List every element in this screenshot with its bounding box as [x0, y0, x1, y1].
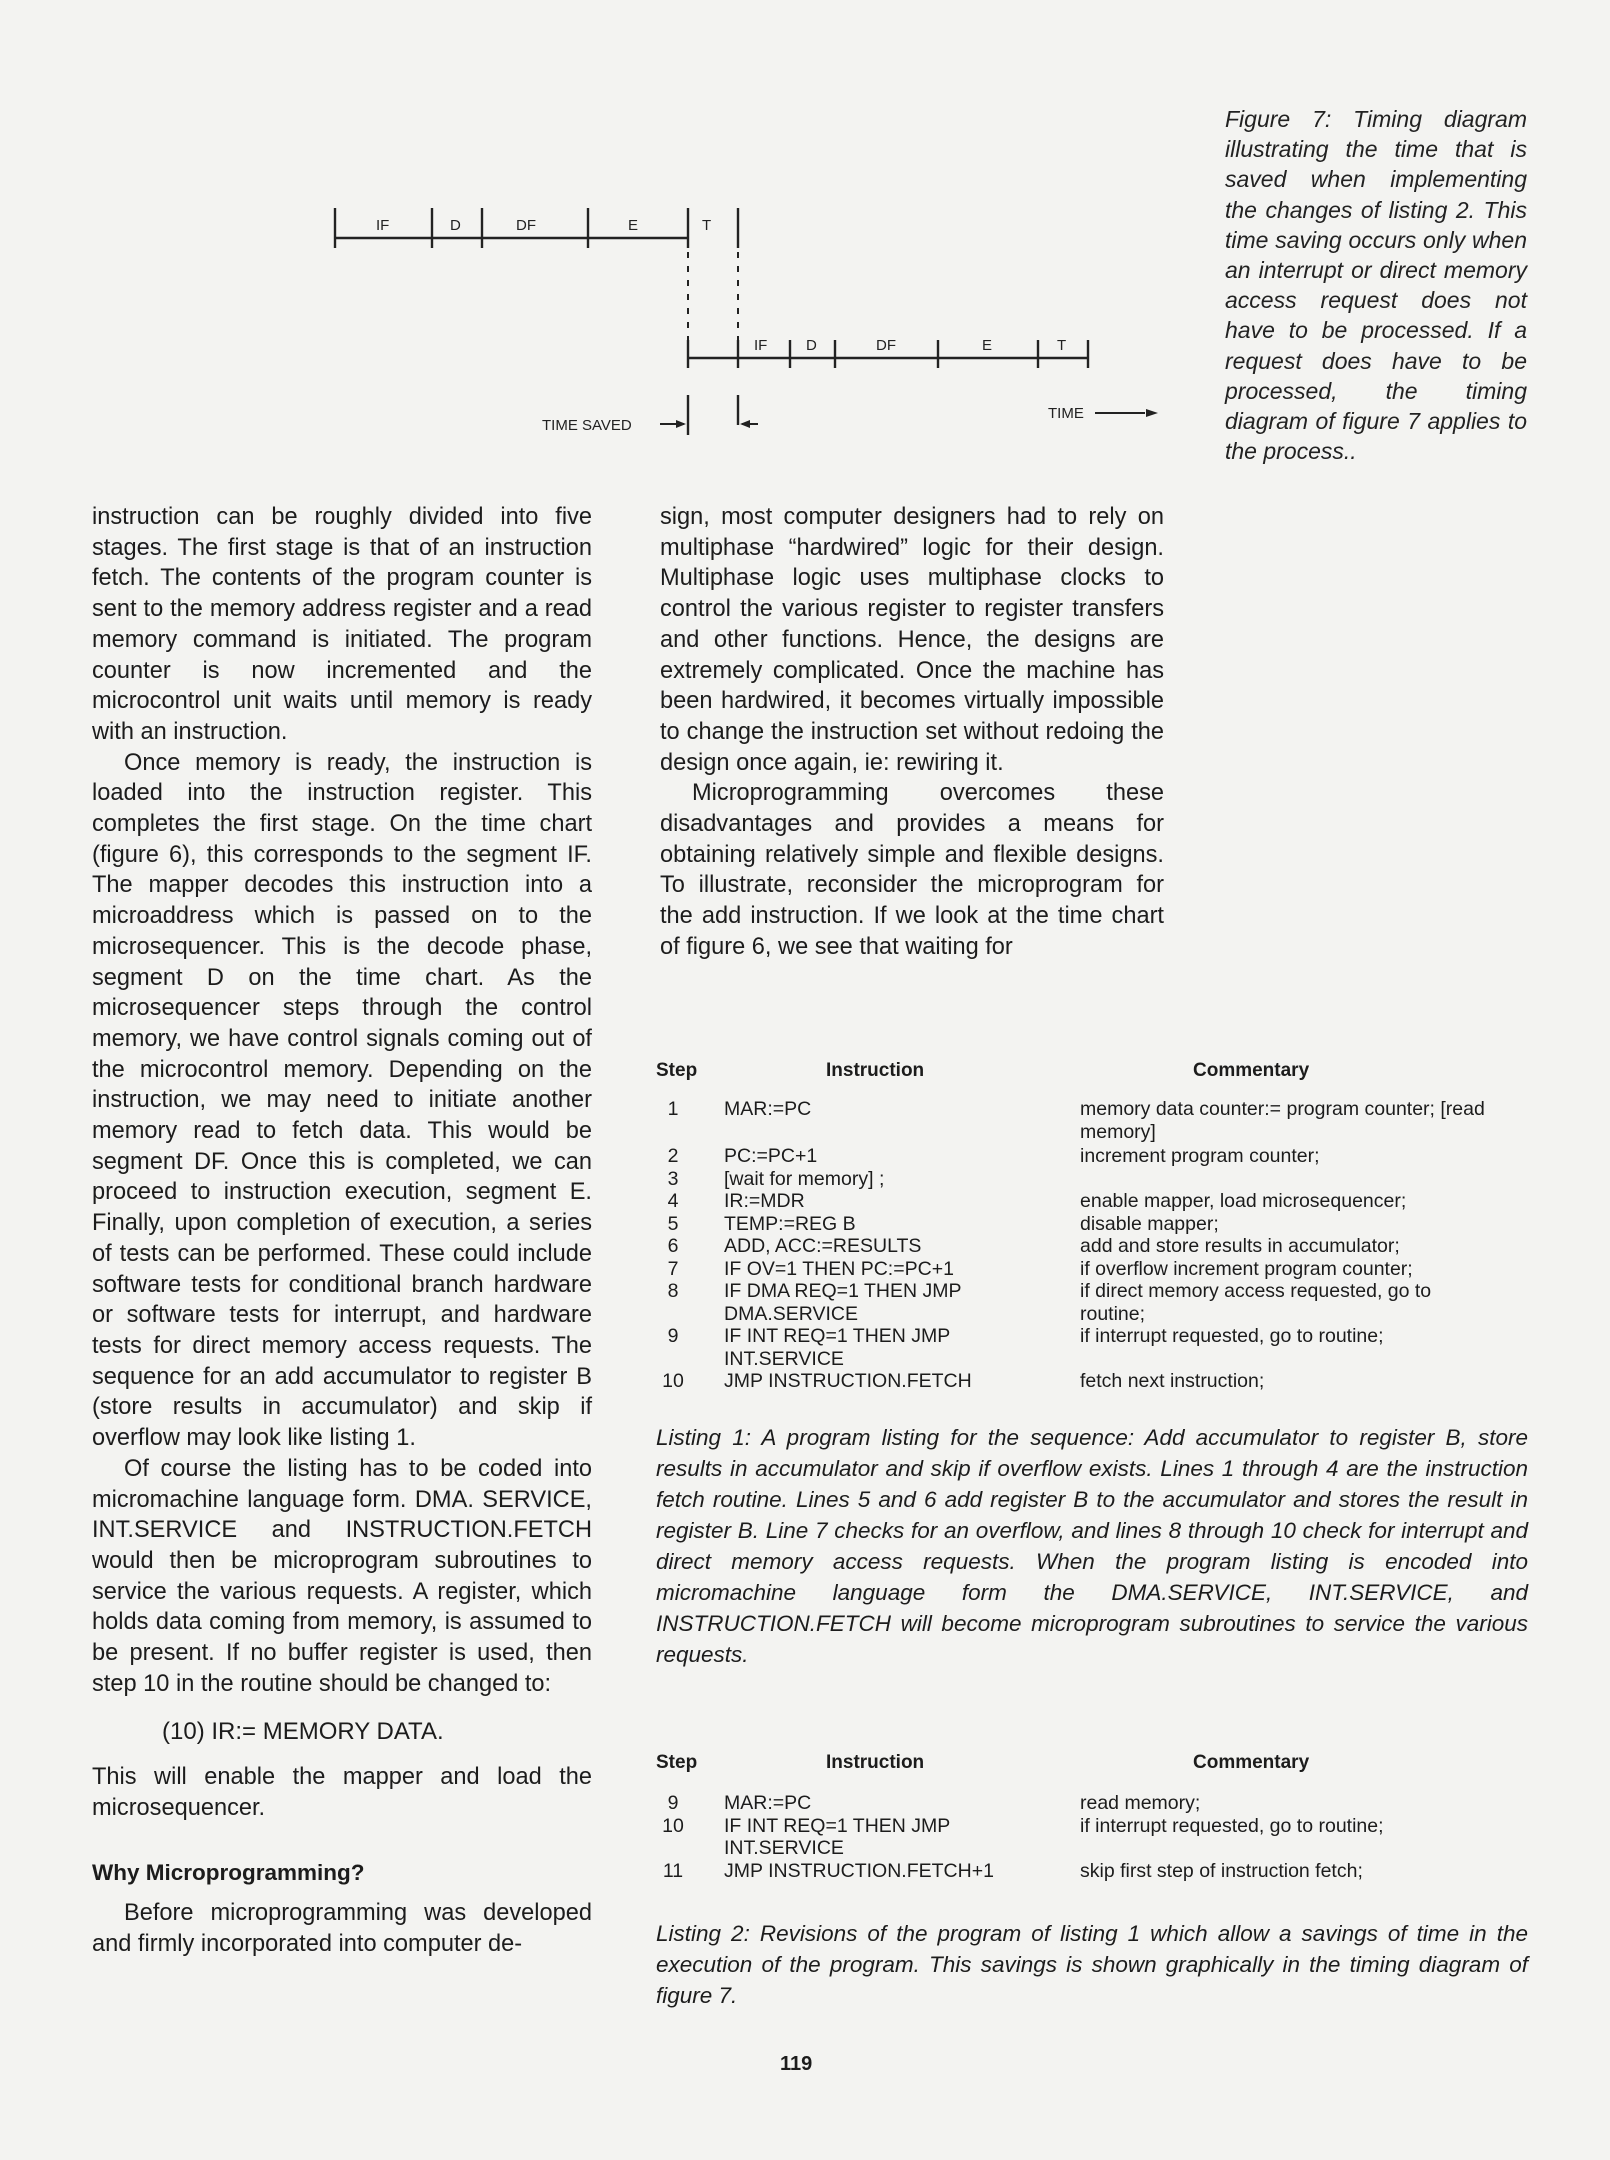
time-label: TIME [1048, 405, 1084, 422]
instruction: IF OV=1 THEN PC:=PC+1 [724, 1257, 954, 1280]
listing-row [656, 1145, 1506, 1168]
row1-label-d: D [450, 217, 461, 234]
commentary: memory data counter:= program counter; [read memory] [1080, 1098, 1485, 1143]
listing-row [656, 1792, 1506, 1815]
instruction: JMP INSTRUCTION.FETCH+1 [724, 1859, 994, 1882]
step: 4 [667, 1190, 679, 1212]
step-header: Step [656, 1060, 698, 1081]
row1-label-if: IF [376, 217, 390, 234]
commentary: disable mapper; [1080, 1212, 1219, 1235]
listing-row [656, 1280, 1506, 1325]
listing-row [656, 1168, 1506, 1191]
row1-label-e: E [628, 217, 639, 234]
paragraph: Before microprogramming was developed and firmly incorporated into computer de- [92, 1900, 592, 1957]
listing-2-caption: Listing 2: Revisions of the program of listing 1 which allow a savings of time in the execution of the program. This savings is shown graphically in the timing diagram of figure 7. [656, 1921, 1528, 2008]
listing-header [656, 1060, 1506, 1088]
step-header: Step [656, 1752, 698, 1773]
listing-row [656, 1325, 1506, 1370]
listing-header [656, 1752, 1506, 1780]
commentary: add and store results in accumulator; [1080, 1235, 1400, 1257]
instruction: [wait for memory] ; [724, 1167, 885, 1190]
instruction: ADD, ACC:=RESULTS [724, 1235, 922, 1257]
instruction-header: Instruction [826, 1752, 925, 1773]
body-column-right [660, 502, 1164, 963]
listing-row [656, 1258, 1506, 1281]
section-heading: Why Microprogramming? [92, 1859, 365, 1885]
commentary-header: Commentary [1193, 1752, 1310, 1773]
step: 9 [667, 1325, 679, 1347]
listing-row [656, 1213, 1506, 1236]
row1-label-t: T [702, 217, 712, 234]
commentary: if interrupt requested, go to routine; [1080, 1814, 1384, 1837]
listing-row [656, 1860, 1506, 1883]
formula: (10) IR:= MEMORY DATA. [162, 1718, 444, 1746]
row2-label-if: IF [754, 337, 768, 354]
row2-label-df: DF [876, 337, 896, 354]
figure7-caption: Figure 7: Timing diagram illustrating the time that is saved when implementing the changes of listing 2. This time saving occurs only when an interrupt or direct memory access request does not have to be processed. If a request does have to be processed, the timing diagram of figure 7 applies to the process.. [1225, 106, 1527, 465]
listing-row [656, 1815, 1506, 1860]
listing-row [656, 1190, 1506, 1213]
page-number: 119 [780, 2053, 813, 2075]
row1-label-df: DF [516, 217, 536, 234]
row2-label-d: D [806, 337, 817, 354]
row2-label-t: T [1057, 337, 1067, 354]
timing-diagram-svg [320, 190, 1190, 450]
body-column-left [92, 502, 592, 1960]
listing-1 [656, 1060, 1506, 1393]
listing-row [656, 1370, 1506, 1393]
instruction: PC:=PC+1 [724, 1145, 818, 1167]
paragraph: sign, most computer designers had to rely on multiphase “hardwired” logic for their design. Multiphase logic uses multiphase clocks to control the various register to register transfers and other functions. Hence, the designs are extremely complicated. Once the machine has been hardwired, it becomes virtually impossible to change the instruction set without redoing the design once again, ie: rewiring it. [660, 504, 1164, 776]
step: 2 [667, 1145, 679, 1167]
paragraph: Microprogramming overcomes these disadvantages and provides a means for obtaining relatively simple and flexible designs. To illustrate, reconsider the microprogram for the add instruction. If we look at the time chart of figure 6, we see that waiting for [660, 780, 1164, 960]
listing-1-caption: Listing 1: A program listing for the sequence: Add accumulator to register B, store results in accumulator and skip if overflow exists. Lines 1 through 4 are the instruction fetch routine. Lines 5 and 6 add register B to the accumulator and stores the result in register B. Line 7 checks for an overflow, and lines 8 through 10 check for interrupt and direct memory access requests. When the program listing is encoded into micromachine language form the DMA.SERVICE, INT.SERVICE, and INSTRUCTION.FETCH will become microprogram subroutines to service the various requests. [656, 1425, 1528, 1667]
row2-label-e: E [982, 337, 993, 354]
instruction: IR:=MDR [724, 1190, 805, 1212]
step: 6 [667, 1235, 679, 1257]
step: 7 [667, 1257, 679, 1280]
paragraph: This will enable the mapper and load the microsequencer. [92, 1764, 592, 1821]
commentary: enable mapper, load microsequencer; [1080, 1190, 1407, 1212]
timing-diagram [320, 190, 1190, 450]
commentary: increment program counter; [1080, 1145, 1320, 1167]
step: 10 [662, 1814, 684, 1837]
step: 9 [667, 1792, 679, 1814]
instruction: TEMP:=REG B [724, 1212, 856, 1235]
listing-row [656, 1235, 1506, 1258]
step: 11 [662, 1859, 684, 1882]
step: 10 [662, 1370, 684, 1392]
commentary: fetch next instruction; [1080, 1370, 1265, 1392]
commentary: read memory; [1080, 1792, 1201, 1814]
step: 5 [667, 1212, 679, 1235]
instruction: MAR:=PC [724, 1792, 812, 1814]
instruction: JMP INSTRUCTION.FETCH [724, 1370, 972, 1392]
time-saved-label: TIME SAVED [542, 417, 632, 434]
commentary: if direct memory access requested, go to routine; [1080, 1280, 1432, 1325]
commentary: if overflow increment program counter; [1080, 1257, 1413, 1280]
instruction-header: Instruction [826, 1060, 925, 1081]
instruction: IF INT REQ=1 THEN JMP INT.SERVICE [724, 1325, 950, 1370]
paragraph: instruction can be roughly divided into five stages. The first stage is that of an instruction fetch. The contents of the program counter is sent to the memory address register and a read memory command is initiated. The program counter is now incremented and the microcontrol unit waits until memory is ready with an instruction. [92, 504, 592, 745]
step: 3 [667, 1167, 679, 1190]
commentary: if interrupt requested, go to routine; [1080, 1325, 1384, 1347]
step: 8 [667, 1280, 679, 1302]
step: 1 [667, 1098, 679, 1120]
paragraph: Of course the listing has to be coded into micromachine language form. DMA. SERVICE, INT.SERVICE and INSTRUCTION.FETCH would then be microprogram subroutines to service the various requests. A register, which holds data coming from memory, is assumed to be present. If no buffer register is used, then step 10 in the routine should be changed to: [92, 1455, 592, 1697]
commentary: skip first step of instruction fetch; [1080, 1859, 1363, 1882]
instruction: IF DMA REQ=1 THEN JMP DMA.SERVICE [724, 1280, 962, 1325]
paragraph: Once memory is ready, the instruction is loaded into the instruction register. This completes the first stage. On the time chart (figure 6), this corresponds to the segment IF. The mapper decodes this instruction into a microaddress which is passed on to the microsequencer. This is the decode phase, segment D on the time chart. As the microsequencer steps through the control memory, we have control signals coming out of the microcontrol memory. Depending on the instruction, we may need to initiate another memory read to fetch data. This would be segment DF. Once this is completed, we can proceed to instruction execution, segment E. Finally, upon completion of execution, a series of tests can be performed. These could include software tests for conditional branch hardware or software tests for interrupt, and hardware tests for direct memory access requests. The sequence for an add accumulator to register B (store results in accumulator) and skip if overflow may look like listing 1. [92, 749, 592, 1452]
listing-2 [656, 1752, 1506, 1882]
commentary-header: Commentary [1193, 1060, 1310, 1081]
instruction: IF INT REQ=1 THEN JMP INT.SERVICE [724, 1814, 950, 1859]
instruction: MAR:=PC [724, 1098, 812, 1120]
listing-row [656, 1098, 1506, 1145]
